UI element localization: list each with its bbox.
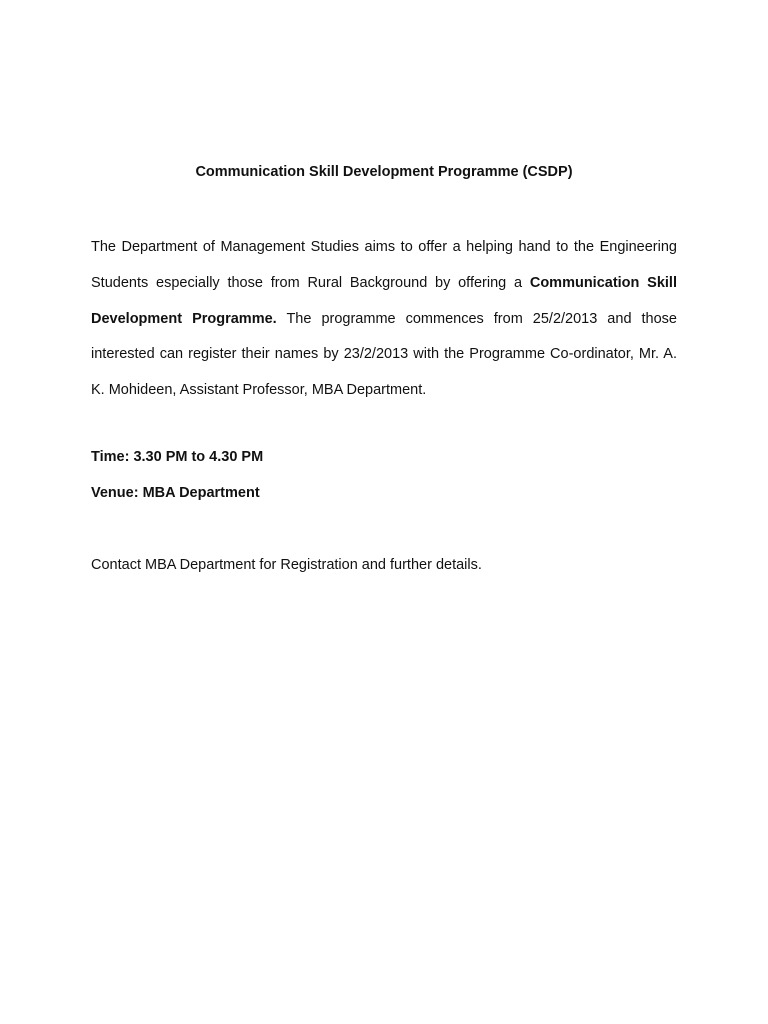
announcement-paragraph (91, 230, 677, 409)
programme-name-emphasis: Communication Skill Development Programme. (91, 274, 677, 327)
paragraph-intro: The Department of Management Studies aims to offer a helping hand to the Engineering Students especially those from Rural Background by offering a (91, 239, 677, 291)
document-title: Communication Skill Development Programme (CSDP) (195, 164, 573, 180)
time-info: Time: 3.30 PM to 4.30 PM (91, 449, 264, 465)
paragraph-details: The programme commences from 25/2/2013 and those interested can register their names by 23/2/2013 with the Programme Co-ordinator, Mr. A. K. Mohideen, Assistant Professor, MBA Department. (91, 310, 677, 399)
venue-info: Venue: MBA Department (91, 485, 260, 501)
contact-note: Contact MBA Department for Registration and further details. (91, 557, 482, 573)
